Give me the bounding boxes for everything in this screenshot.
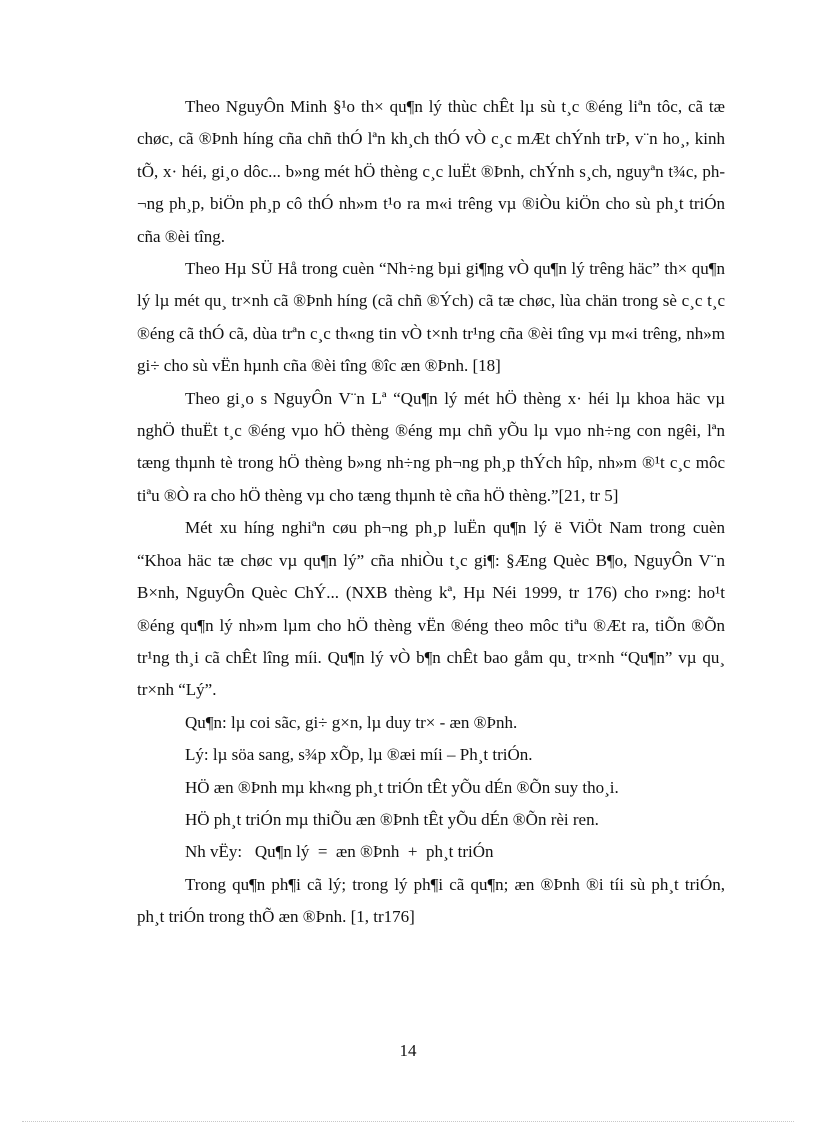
paragraph-management-formula: Nh vËy: Qu¶n lý = æn ®Þnh + ph¸t triÓn <box>185 842 494 862</box>
paragraph-stable-no-development: HÖ æn ®Þnh mµ kh«ng ph¸t triÓn tÊt yÕu dÉn ®Õn suy tho¸i. <box>185 777 619 797</box>
paragraph-definition-nguyen-minh-dao: Theo NguyÔn Minh §¹o th× qu¶n lý thùc chÊt lµ sù t¸c ®éng liªn tôc, cã tæ chøc, cã ®Þnh híng cña chñ thÓ lªn kh¸ch thÓ vÒ c¸c mÆt chÝnh trÞ, v¨n ho¸, kinh tÕ, x· héi, gi¸o dôc... b»ng mét hÖ thèng c¸c luËt ®Þnh, chÝnh s¸ch, nguyªn t¾c, ph¬ng ph¸p, biÖn ph¸p cô thÓ nh»m t¹o ra m«i trêng vµ ®iÒu kiÖn cho sù ph¸t triÓn cña ®èi tîng. <box>137 97 725 246</box>
body-text <box>137 91 725 934</box>
paragraph-definition-nguyen-van-le: Theo gi¸o s NguyÔn V¨n Lª “Qu¶n lý mét hÖ thèng x· héi lµ khoa häc vµ nghÖ thuËt t¸c ®éng vµo hÖ thèng ®éng mµ chñ yÕu lµ vµo nh÷ng con ngêi, lªn tæng thµnh tè trong hÖ thèng b»ng nh÷ng ph¬ng ph¸p thÝch hîp, nh»m ®¹t c¸c môc tiªu ®Ò ra cho hÖ thèng vµ cho tæng thµnh tè cña hÖ thèng.”[21, tr 5] <box>137 388 725 505</box>
page-bottom-divider <box>22 1121 794 1122</box>
paragraph-development-no-stability: HÖ ph¸t triÓn mµ thiÕu æn ®Þnh tÊt yÕu dÉn ®Õn rèi ren. <box>185 809 599 829</box>
paragraph-definition-ha-si-ho: Theo Hµ SÜ Hå trong cuèn “Nh÷ng bµi gi¶ng vÒ qu¶n lý trêng häc” th× qu¶n lý lµ mét qu¸ tr×nh cã ®Þnh híng (cã chñ ®Ých) cã tæ chøc, lùa chän trong sè c¸c t¸c ®éng cã thÓ cã, dùa trªn c¸c th«ng tin vÒ t×nh tr¹ng cña ®èi tîng vµ m«i trêng, nh»m gi÷ cho sù vËn hµnh cña ®èi tîng ®îc æn ®Þnh. [18] <box>137 259 725 376</box>
paragraph-conclusion: Trong qu¶n ph¶i cã lý; trong lý ph¶i cã qu¶n; æn ®Þnh ®i tíi sù ph¸t triÓn, ph¸t triÓn trong thÕ æn ®Þnh. [1, tr176] <box>137 874 725 927</box>
paragraph-research-trend: Mét xu híng nghiªn cøu ph¬ng ph¸p luËn qu¶n lý ë ViÖt Nam trong cuèn “Khoa häc tæ chøc vµ qu¶n lý” cña nhiÒu t¸c gi¶: §Æng Quèc B¶o, NguyÔn V¨n B×nh, NguyÔn Quèc ChÝ... (NXB thèng kª, Hµ Néi 1999, tr 176) cho r»ng: ho¹t ®éng qu¶n lý nh»m lµm cho hÖ thèng vËn ®éng theo môc tiªu ®Æt ra, tiÕn ®Õn tr¹ng th¸i cã chÊt lîng míi. Qu¶n lý vÒ b¶n chÊt bao gåm qu¸ tr×nh “Qu¶n” vµ qu¸ tr×nh “Lý”. <box>137 518 725 700</box>
page-number: 14 <box>399 1041 417 1060</box>
paragraph-quan-meaning: Qu¶n: lµ coi sãc, gi÷ g×n, lµ duy tr× - æn ®Þnh. <box>185 712 518 732</box>
paragraph-ly-meaning: Lý: lµ söa sang, s¾p xÕp, lµ ®æi míi – Ph¸t triÓn. <box>185 745 533 765</box>
